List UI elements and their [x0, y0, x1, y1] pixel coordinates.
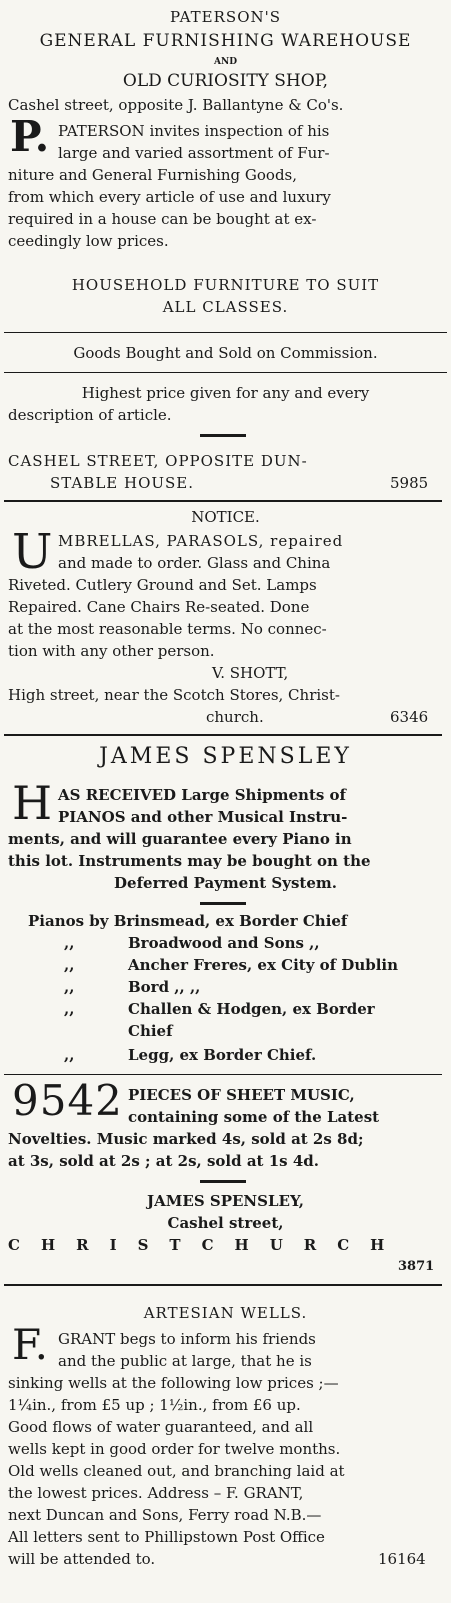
- notice-body-line: Repaired. Cane Chairs Re-seated. Done: [8, 598, 310, 616]
- notice-body-line: at the most reasonable terms. No connec-: [8, 620, 327, 638]
- ditto-mark: ,,: [64, 978, 75, 996]
- paterson-heading: PATERSON'S: [169, 8, 282, 26]
- notice-body-line: tion with any other person.: [8, 642, 215, 660]
- paterson-body-line: required in a house can be bought at ex-: [8, 210, 317, 228]
- paterson-address: Cashel street, opposite J. Ballantyne & Co's.: [8, 96, 344, 114]
- piano-maker: Bord ,, ,,: [128, 978, 201, 996]
- music-line: at 3s, sold at 2s ; at 2s, sold at 1s 4d.: [8, 1152, 319, 1170]
- piano-maker: Legg, ex Border Chief.: [128, 1046, 317, 1064]
- notice-body-line: and made to order. Glass and China: [58, 554, 331, 572]
- notice-title: NOTICE.: [191, 508, 260, 526]
- advert-divider: [4, 1284, 442, 1286]
- advert-divider: [4, 500, 442, 502]
- paterson-body-line: from which every article of use and luxury: [8, 188, 331, 206]
- ditto-mark: ,,: [64, 956, 75, 974]
- artesian-body-line: Good flows of water guaranteed, and all: [8, 1418, 314, 1436]
- spensley-body-line: this lot. Instruments may be bought on the: [8, 852, 371, 870]
- commission-line: Goods Bought and Sold on Commission.: [73, 344, 378, 362]
- advert-divider: [4, 734, 442, 736]
- paterson-advert: [0, 0, 451, 460]
- paterson-body-line: PATERSON invites inspection of his: [58, 122, 330, 140]
- ditto-mark: ,,: [64, 934, 75, 952]
- spensley-body-line: AS RECEIVED Large Shipments of: [58, 786, 347, 804]
- paterson-subheading: GENERAL FURNISHING WAREHOUSE: [39, 31, 412, 51]
- notice-address: High street, near the Scotch Stores, Christ-: [8, 686, 340, 704]
- piano-maker: Chief: [128, 1022, 173, 1040]
- ditto-mark: ,,: [64, 1046, 75, 1064]
- drop-cap-p: P.: [10, 112, 50, 161]
- spensley-signature: JAMES SPENSLEY,: [147, 1192, 304, 1210]
- short-dash: [200, 902, 246, 905]
- piano-maker: Challen & Hodgen, ex Border: [128, 1000, 375, 1018]
- section-rule: [4, 332, 447, 333]
- notice-code: 6346: [390, 708, 429, 726]
- piano-maker: Ancher Freres, ex City of Dublin: [128, 956, 399, 974]
- drop-cap-u: U: [12, 524, 53, 580]
- notice-body-line: Riveted. Cutlery Ground and Set. Lamps: [8, 576, 317, 594]
- cashel-street-line: CASHEL STREET, OPPOSITE DUN-: [8, 452, 308, 470]
- artesian-body-line: and the public at large, that he is: [58, 1352, 312, 1370]
- short-dash: [200, 434, 246, 437]
- stable-house-line: STABLE HOUSE.: [50, 474, 195, 492]
- notice-body-line: MBRELLAS, PARASOLS, repaired: [58, 532, 344, 550]
- curiosity-shop-heading: OLD CURIOSITY SHOP,: [122, 71, 329, 91]
- notice-signature: V. SHOTT,: [212, 664, 289, 682]
- artesian-body-line: 1¼in., from £5 up ; 1½in., from £6 up.: [8, 1396, 301, 1414]
- artesian-title: ARTESIAN WELLS.: [143, 1304, 308, 1322]
- music-line: Novelties. Music marked 4s, sold at 2s 8d;: [8, 1130, 364, 1148]
- drop-cap-f: F.: [12, 1320, 48, 1369]
- section-rule: [4, 1074, 442, 1075]
- spensley-city: CHRISTCHURCH: [8, 1236, 406, 1254]
- ditto-mark: ,,: [64, 1000, 75, 1018]
- artesian-body-line: GRANT begs to inform his friends: [58, 1330, 316, 1348]
- spensley-title: JAMES SPENSLEY: [99, 744, 352, 769]
- artesian-body-line: the lowest prices. Address – F. GRANT,: [8, 1484, 304, 1502]
- artesian-body-line: wells kept in good order for twelve months.: [8, 1440, 341, 1458]
- pianos-intro: Pianos by Brinsmead, ex Border Chief: [28, 912, 348, 930]
- artesian-body-line: will be attended to.: [8, 1550, 156, 1568]
- artesian-body-line: All letters sent to Phillipstown Post Office: [8, 1528, 325, 1546]
- music-line: containing some of the Latest: [128, 1108, 380, 1126]
- highest-price-line-2: description of article.: [8, 406, 172, 424]
- notice-address-2: church.: [206, 708, 264, 726]
- spensley-body-line: Deferred Payment System.: [114, 874, 337, 892]
- paterson-code: 5985: [390, 474, 429, 492]
- music-line: PIECES OF SHEET MUSIC,: [128, 1086, 355, 1104]
- highest-price-line: Highest price given for any and every: [81, 384, 370, 402]
- household-heading: HOUSEHOLD FURNITURE TO SUIT: [71, 276, 380, 294]
- spensley-body-line: PIANOS and other Musical Instru-: [58, 808, 348, 826]
- spensley-body-line: ments, and will guarantee every Piano in: [8, 830, 352, 848]
- household-heading-2: ALL CLASSES.: [162, 298, 289, 316]
- piano-maker: Broadwood and Sons ,,: [128, 934, 320, 952]
- and-label: AND: [213, 57, 237, 67]
- short-dash: [200, 1180, 246, 1183]
- paterson-body-line: ceedingly low prices.: [8, 232, 169, 250]
- paterson-body-line: niture and General Furnishing Goods,: [8, 166, 298, 184]
- spensley-street: Cashel street,: [167, 1214, 284, 1232]
- spensley-code: 3871: [398, 1259, 435, 1274]
- paterson-body-line: large and varied assortment of Fur-: [58, 144, 330, 162]
- artesian-body-line: next Duncan and Sons, Ferry road N.B.—: [8, 1506, 322, 1524]
- artesian-body-line: sinking wells at the following low prices ;—: [8, 1374, 339, 1392]
- drop-cap-h: H: [12, 776, 53, 830]
- artesian-body-line: Old wells cleaned out, and branching laid at: [8, 1462, 345, 1480]
- artesian-code: 16164: [378, 1550, 426, 1568]
- section-rule: [4, 372, 447, 373]
- music-count: 9542: [12, 1076, 123, 1125]
